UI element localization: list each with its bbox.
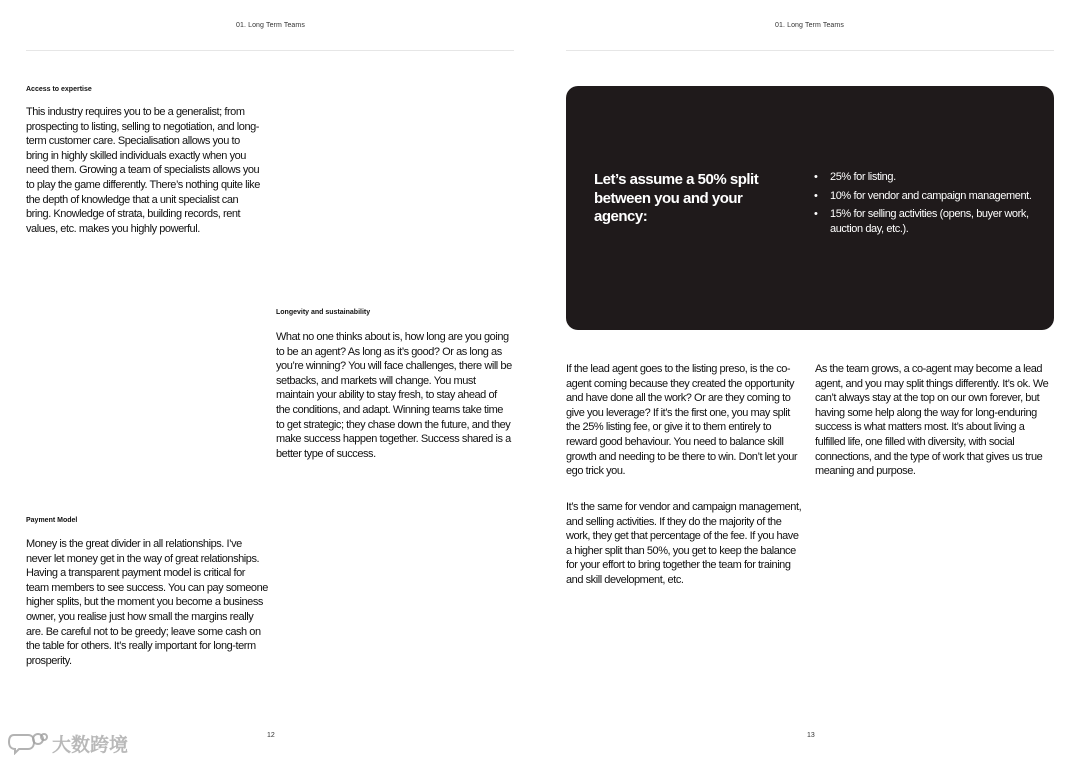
split-callout-box	[566, 86, 1054, 330]
section-heading-longevity: Longevity and sustainability	[276, 309, 371, 316]
callout-bullet-text: 25% for listing.	[830, 171, 896, 183]
callout-bullet-item	[814, 170, 1044, 185]
callout-bullet-item	[814, 189, 1044, 204]
column-2-paragraph-1: As the team grows, a co-agent may become a lead agent, and you may split things differently. It’s ok. We can’t always stay at the top on our own forever, but having some help along the way for long-enduring success is what matters most. It’s about living a fulfilled life, one filled with diversity, with social connections, and the type of work that gives us true meaning and purpose.	[815, 363, 1049, 478]
bullet-icon: •	[814, 189, 818, 202]
section-body-payment-model: Money is the great divider in all relationships. I’ve never let money get in the way of great relationships. Having a transparent payment model is critical for team members to see success. You can pay someone higher splits, but the moment you become a business owner, you realise just how small the margins really are. Be careful not to be greedy; leave some cash on the table for others. It’s really important for long-term prosperity.	[26, 538, 268, 667]
header-divider	[26, 50, 514, 51]
section-heading-access-to-expertise: Access to expertise	[26, 86, 92, 93]
page-number: 12	[267, 732, 275, 739]
bullet-icon: •	[814, 171, 818, 183]
bullet-icon: •	[814, 208, 818, 220]
section-body-longevity: What no one thinks about is, how long are you going to be an agent? As long as it’s good? Or as long as you’re winning? You will face challenges, there will be setbacks, and markets will change. You must maintain your ability to stay fresh, to stay ahead of the conditions, and adapt. Winning teams take time to get strategic; they chase down the future, and they make success happen together. Success shared is a better type of success.	[276, 331, 512, 460]
header-divider	[566, 50, 1054, 51]
speech-bubble-logo-icon	[8, 731, 48, 755]
callout-title: Let’s assume a 50% split between you and your agency:	[594, 171, 759, 225]
callout-bullet-item	[814, 207, 1044, 236]
callout-bullet-text: 15% for selling activities (opens, buyer work, auction day, etc.).	[830, 208, 1029, 235]
page-number: 13	[807, 732, 815, 739]
section-body-access-to-expertise: This industry requires you to be a generalist; from prospecting to listing, selling to negotiation, and long-term customer care. Specialisation allows you to bring in highly skilled individuals exactly when you need them. Growing a team of specialists allows you to play the game differently. There’s nothing quite like the depth of knowledge that a unit specialist can bring. Knowledge of strata, building records, rent values, etc. makes you highly powerful.	[26, 106, 260, 235]
callout-bullet-text: 10% for vendor and campaign management.	[830, 189, 1032, 202]
watermark	[8, 727, 148, 759]
running-head: 01. Long Term Teams	[775, 22, 844, 29]
watermark-text: 大数跨境	[52, 733, 129, 756]
running-head: 01. Long Term Teams	[236, 22, 305, 29]
section-heading-payment-model: Payment Model	[26, 517, 78, 524]
column-1-paragraph-2: It’s the same for vendor and campaign management, and selling activities. If they do the majority of the work, they get that percentage of the fee. If you have a higher split than 50%, you get to keep the balance for your effort to bring together the team for training and skill development, etc.	[566, 501, 802, 586]
callout-bullet-list	[814, 170, 1044, 240]
column-1-paragraph-1: If the lead agent goes to the listing preso, is the co-agent coming because they created the opportunity and have done all the work? Or are they coming to give you leverage? If it’s the first one, you may split the 25% listing fee, or give it to them entirely to reward good behaviour. You need to balance skill growth and needing to be there to win. Don’t let your ego trick you.	[566, 363, 798, 478]
